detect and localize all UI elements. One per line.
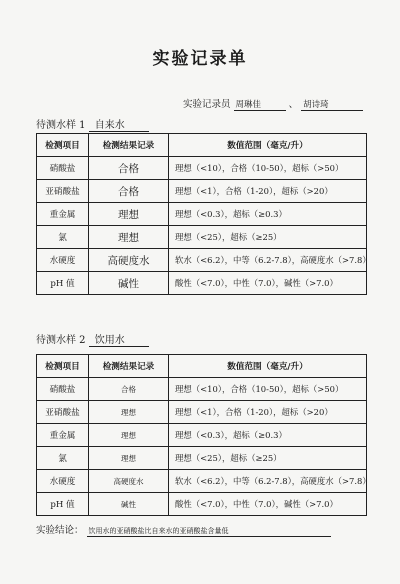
sample-1-label: 待测水样 1	[36, 120, 86, 131]
cell-range: 酸性（<7.0），中性（7.0），碱性（>7.0）	[169, 493, 367, 516]
recorder-line	[183, 96, 363, 111]
table-row	[37, 226, 367, 249]
cell-range: 软水（<6.2），中等（6.2-7.8），高硬度水（>7.8）	[169, 470, 367, 493]
cell-result: 合格	[89, 378, 169, 401]
cell-range: 软水（<6.2），中等（6.2-7.8），高硬度水（>7.8）	[169, 249, 367, 272]
cell-item: 氯	[37, 226, 89, 249]
cell-item: pH 值	[37, 272, 89, 295]
cell-range: 理想（<25），超标（≥25）	[169, 447, 367, 470]
header-range: 数值范围（毫克/升）	[169, 355, 367, 378]
cell-range: 理想（<10），合格（10-50），超标（>50）	[169, 157, 367, 180]
sample-2-label: 待测水样 2	[36, 335, 86, 346]
table-header-row	[37, 355, 367, 378]
cell-item: 亚硝酸盐	[37, 401, 89, 424]
table-row	[37, 249, 367, 272]
cell-result: 理想	[89, 401, 169, 424]
table-row	[37, 493, 367, 516]
header-result: 检测结果记录	[89, 134, 169, 157]
cell-item: 重金属	[37, 424, 89, 447]
cell-item: 水硬度	[37, 249, 89, 272]
cell-item: 水硬度	[37, 470, 89, 493]
sample-1-table	[36, 133, 371, 295]
recorder-label: 实验记录员	[183, 99, 231, 110]
header-range: 数值范围（毫克/升）	[169, 134, 367, 157]
table-row	[37, 203, 367, 226]
header-item: 检测项目	[37, 355, 89, 378]
cell-range: 理想（<25），超标（≥25）	[169, 226, 367, 249]
sample-1-value: 自来水	[89, 116, 149, 132]
cell-result: 高硬度水	[89, 470, 169, 493]
cell-range: 酸性（<7.0），中性（7.0），碱性（>7.0）	[169, 272, 367, 295]
table-row	[37, 272, 367, 295]
sample-2-value: 饮用水	[89, 331, 149, 347]
cell-range: 理想（<1），合格（1-20），超标（>20）	[169, 401, 367, 424]
cell-result: 合格	[89, 157, 169, 180]
cell-result: 碱性	[89, 272, 169, 295]
cell-result: 理想	[89, 424, 169, 447]
recorder-name-2: 胡诗琦	[301, 98, 363, 111]
header-item: 检测项目	[37, 134, 89, 157]
cell-range: 理想（<0.3），超标（≥0.3）	[169, 424, 367, 447]
cell-item: 亚硝酸盐	[37, 180, 89, 203]
page-title: 实验记录单	[152, 49, 248, 69]
cell-result: 碱性	[89, 493, 169, 516]
table-header-row	[37, 134, 367, 157]
cell-result: 理想	[89, 447, 169, 470]
cell-range: 理想（<1），合格（1-20），超标（>20）	[169, 180, 367, 203]
conclusion-text: 饮用水的亚硝酸盐比自来水的亚硝酸盐含量低	[87, 526, 331, 537]
sample-2-heading	[36, 331, 149, 347]
cell-result: 高硬度水	[89, 249, 169, 272]
table-row	[37, 378, 367, 401]
cell-item: 重金属	[37, 203, 89, 226]
cell-item: 硝酸盐	[37, 378, 89, 401]
sample-2-table	[36, 354, 371, 516]
cell-range: 理想（<0.3），超标（≥0.3）	[169, 203, 367, 226]
table-row	[37, 470, 367, 493]
cell-item: 硝酸盐	[37, 157, 89, 180]
table-row	[37, 401, 367, 424]
recorder-name-1: 周琳佳	[234, 98, 286, 111]
header-result: 检测结果记录	[89, 355, 169, 378]
recorder-separator: 、	[288, 99, 299, 110]
table-row	[37, 447, 367, 470]
sample-1-heading	[36, 116, 149, 132]
cell-result: 理想	[89, 203, 169, 226]
conclusion-line	[36, 522, 331, 537]
cell-range: 理想（<10），合格（10-50），超标（>50）	[169, 378, 367, 401]
cell-item: 氯	[37, 447, 89, 470]
table-row	[37, 424, 367, 447]
conclusion-label: 实验结论：	[36, 525, 84, 536]
cell-item: pH 值	[37, 493, 89, 516]
cell-result: 合格	[89, 180, 169, 203]
table-row	[37, 180, 367, 203]
cell-result: 理想	[89, 226, 169, 249]
table-row	[37, 157, 367, 180]
